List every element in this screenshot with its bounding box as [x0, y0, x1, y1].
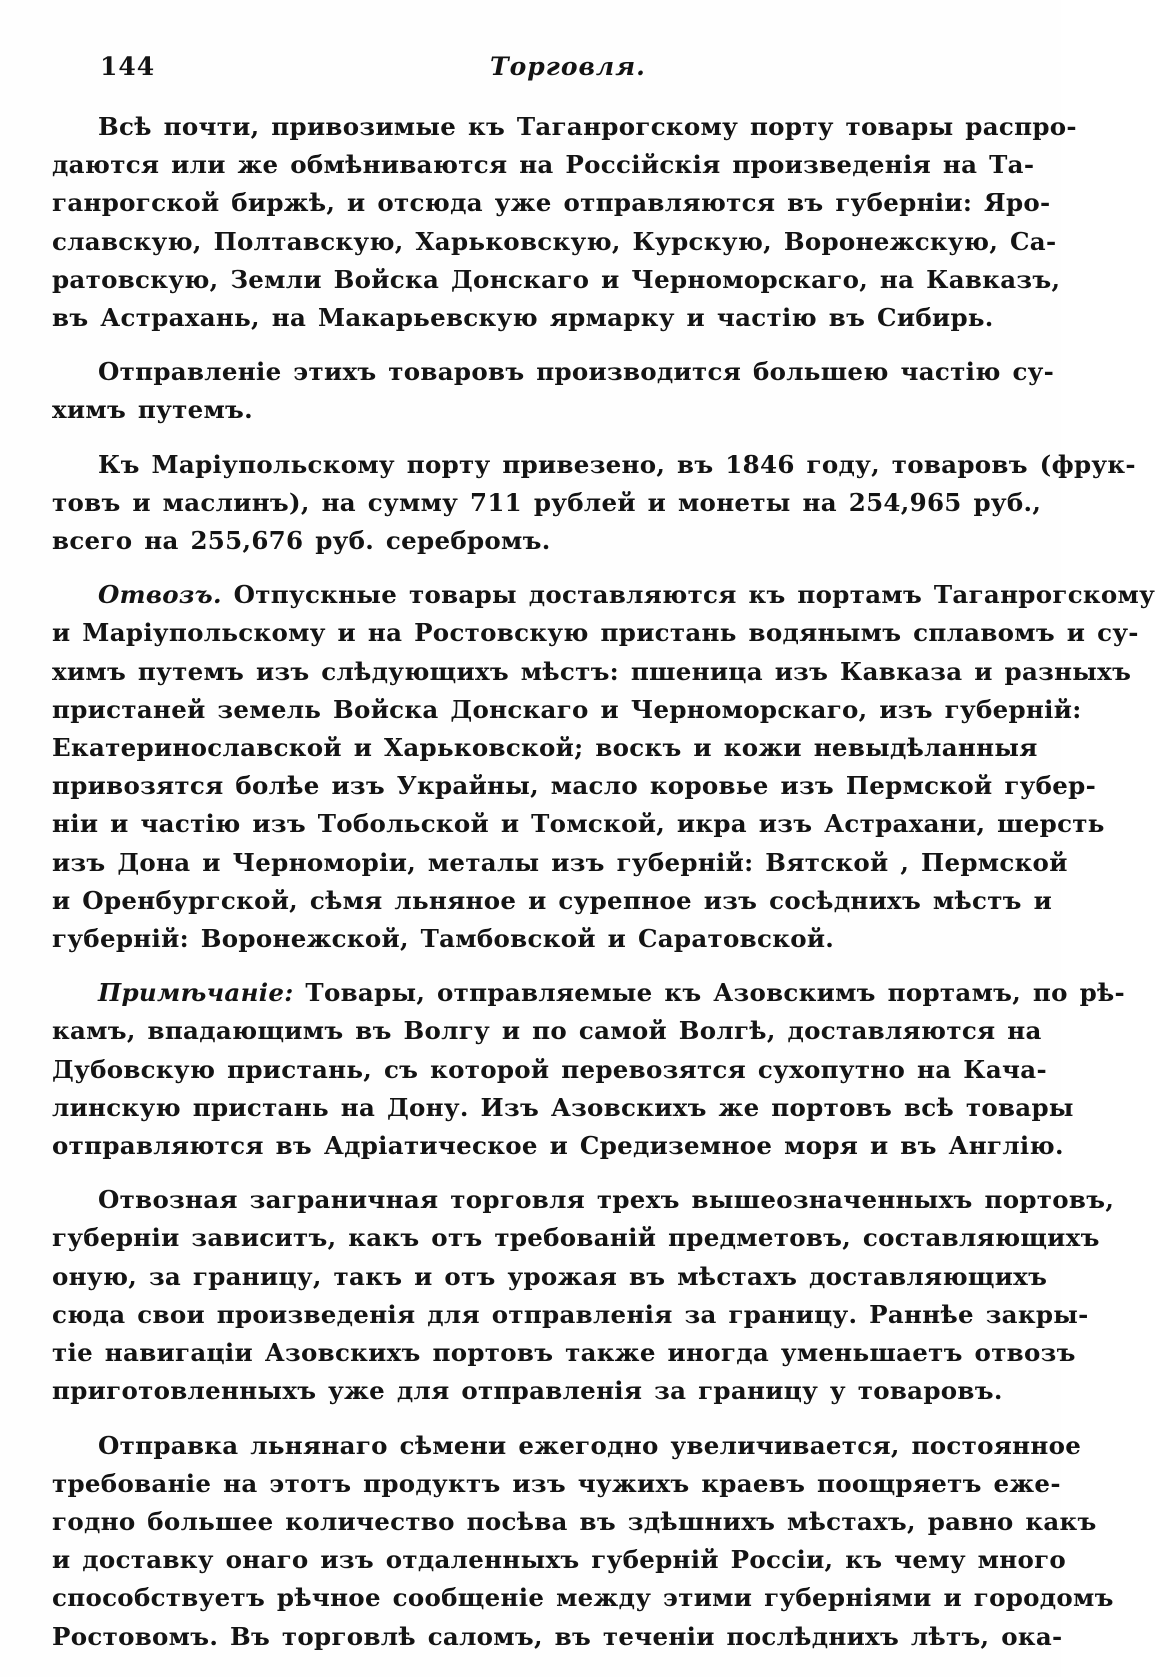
text-line: всего на 255,676 руб. серебромъ. — [52, 526, 551, 556]
text-line: ганрогской биржѣ, и отсюда уже отправляются въ губерніи: Яро- — [52, 188, 1051, 218]
section-lead: Отвозъ. — [98, 580, 222, 610]
text-line: губерніи зависитъ, какъ отъ требованій предметовъ, составляющихъ — [52, 1223, 1100, 1253]
text-line: годно большее количество посѣва въ здѣшнихъ мѣстахъ, равно какъ — [52, 1506, 1097, 1536]
text-line: камъ, впадающимъ въ Волгу и по самой Волгѣ, доставляются на — [52, 1016, 1042, 1046]
text-line: способствуетъ рѣчное сообщеніе между этими губерніями и городомъ — [52, 1583, 1114, 1613]
paragraph — [52, 1427, 1114, 1656]
paragraph — [52, 108, 1077, 337]
text-line — [52, 974, 1126, 1012]
text-line: Дубовскую пристань, съ которой перевозятся сухопутно на Кача- — [52, 1054, 1047, 1084]
text-line: ніи и частію изъ Тобольской и Томской, икра изъ Астрахани, шерсть — [52, 809, 1105, 839]
paragraph — [52, 446, 1136, 561]
text-line: изъ Дона и Черноморіи, металы изъ губерній: Вятской , Пермской — [52, 847, 1068, 877]
section-lead: Примѣчаніе: — [98, 978, 294, 1008]
running-title: Торговля. — [490, 52, 646, 81]
text-line: даются или же обмѣниваются на Россійскія произведенія на Та- — [52, 150, 1035, 180]
text-line: Всѣ почти, привозимые къ Таганрогскому порту товары распро- — [98, 112, 1077, 141]
text-line: отправляются въ Адріатическое и Средиземное моря и въ Англію. — [52, 1131, 1064, 1161]
paragraph-note — [52, 974, 1126, 1165]
paragraph — [52, 353, 1055, 429]
text-line: ратовскую, Земли Войска Донскаго и Черноморскаго, на Кавказъ, — [52, 264, 1061, 294]
text-line: химъ путемъ. — [52, 395, 253, 425]
text-line: и Оренбургской, сѣмя льняное и сурепное изъ сосѣднихъ мѣстъ и — [52, 885, 1053, 915]
paragraph-otvoz — [52, 576, 1155, 958]
page-body — [52, 108, 1155, 1672]
text-line: и доставку онаго изъ отдаленныхъ губерній Россіи, къ чему много — [52, 1545, 1067, 1575]
text-line: губерній: Воронежской, Тамбовской и Саратовской. — [52, 924, 835, 954]
text-line: славскую, Полтавскую, Харьковскую, Курскую, Воронежскую, Са- — [52, 226, 1057, 256]
text-line: Къ Маріупольскому порту привезено, въ 1846 году, товаровъ (фрук- — [98, 449, 1136, 479]
text-line: пристаней земель Войска Донскаго и Черноморскаго, изъ губерній: — [52, 694, 1082, 724]
text-line: привозятся болѣе изъ Украйны, масло коровье изъ Пермской губер- — [52, 771, 1097, 801]
text-line: химъ путемъ изъ слѣдующихъ мѣстъ: пшеница изъ Кавказа и разныхъ — [52, 656, 1132, 686]
text-line: сюда свои произведенія для отправленія за границу. Раннѣе закры- — [52, 1299, 1089, 1329]
text-line: оную, за границу, такъ и отъ урожая въ мѣстахъ доставляющихъ — [52, 1261, 1048, 1291]
text-line-rest: Товары, отправляемые къ Азовскимъ портамъ, по рѣ- — [293, 978, 1126, 1008]
paragraph — [52, 1181, 1115, 1410]
text-line: тіе навигаціи Азовскихъ портовъ также иногда уменьшаетъ отвозъ — [52, 1338, 1076, 1368]
text-line: Отправленіе этихъ товаровъ производится большею частію су- — [98, 357, 1055, 387]
text-line — [52, 576, 1155, 614]
text-line: Екатеринославской и Харьковской; воскъ и кожи невыдѣланныя — [52, 733, 1038, 763]
text-line: Ростовомъ. Въ торговлѣ саломъ, въ теченіи послѣднихъ лѣтъ, ока- — [52, 1621, 1063, 1651]
text-line: Отправка льнянаго сѣмени ежегодно увеличивается, постоянное — [98, 1430, 1082, 1460]
text-line: въ Астрахань, на Макарьевскую ярмарку и частію въ Сибирь. — [52, 303, 994, 333]
text-line: приготовленныхъ уже для отправленія за границу у товаровъ. — [52, 1376, 1003, 1406]
text-line: требованіе на этотъ продуктъ изъ чужихъ краевъ поощряетъ еже- — [52, 1468, 1061, 1498]
text-line: товъ и маслинъ), на сумму 711 рублей и монеты на 254,965 руб., — [52, 487, 1042, 517]
text-line: Отвозная заграничная торговля трехъ вышеозначенныхъ портовъ, — [98, 1185, 1115, 1215]
text-line: линскую пристань на Дону. Изъ Азовскихъ же портовъ всѣ товары — [52, 1092, 1074, 1122]
text-line: и Маріупольскому и на Ростовскую пристань водянымъ сплавомъ и су- — [52, 618, 1139, 648]
text-line-rest: Отпускные товары доставляются къ портамъ Таганрогскому — [221, 580, 1155, 610]
page-header — [100, 52, 1001, 88]
page-number: 144 — [100, 52, 156, 81]
